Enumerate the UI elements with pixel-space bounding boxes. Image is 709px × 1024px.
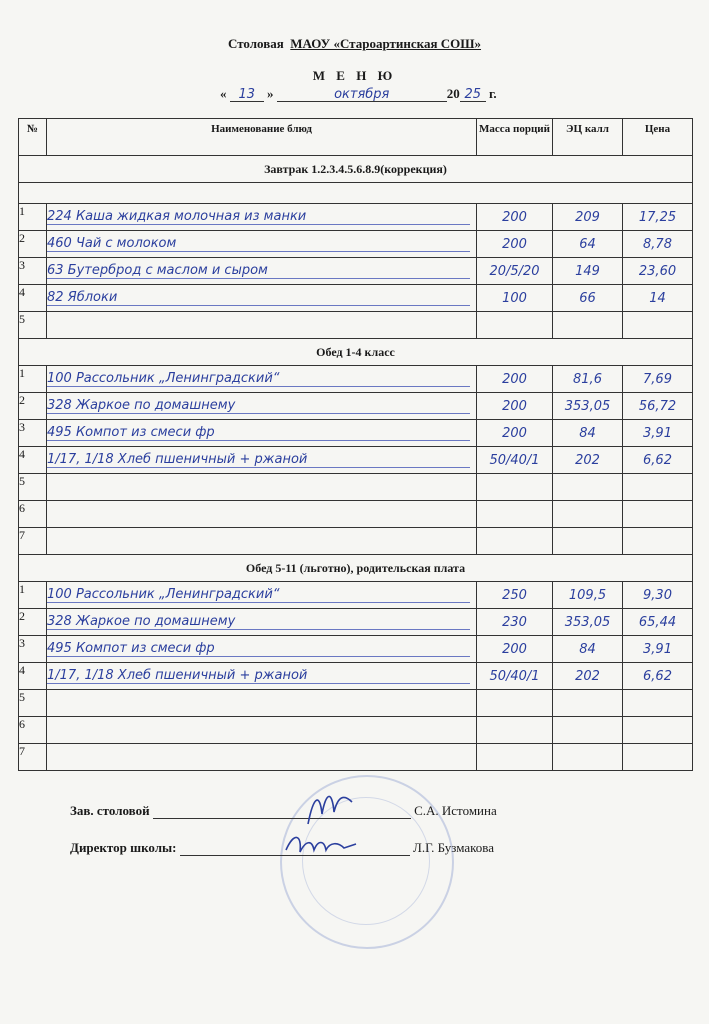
dish-price-cell [623, 744, 693, 771]
dish-name: 63 Бутерброд с маслом и сыром [47, 263, 470, 279]
dish-price-cell [623, 663, 693, 690]
row-number: 3 [19, 258, 25, 272]
dish-mass-cell [477, 447, 553, 474]
dish-name-cell [47, 393, 477, 420]
dish-kcal: 84 [579, 641, 596, 657]
row-number-cell [19, 609, 47, 636]
row-number: 7 [19, 528, 25, 542]
section-header-row [19, 555, 693, 582]
row-number-cell [19, 420, 47, 447]
dish-mass-cell [477, 312, 553, 339]
dish-name: 82 Яблоки [47, 290, 470, 306]
dish-mass: 200 [502, 425, 527, 441]
dish-price-cell [623, 231, 693, 258]
dish-name-cell [47, 420, 477, 447]
row-number: 5 [19, 312, 25, 326]
dish-kcal-cell [553, 717, 623, 744]
dish-mass-cell [477, 366, 553, 393]
table-row [19, 690, 693, 717]
dish-kcal-cell [553, 447, 623, 474]
table-row [19, 231, 693, 258]
table-row [19, 636, 693, 663]
row-number-cell [19, 582, 47, 609]
table-row [19, 663, 693, 690]
row-number-cell [19, 366, 47, 393]
dish-price-cell [623, 258, 693, 285]
dish-mass: 100 [502, 290, 527, 306]
dish-kcal-cell [553, 690, 623, 717]
table-row [19, 312, 693, 339]
dish-kcal-cell [553, 366, 623, 393]
dish-kcal: 84 [579, 425, 596, 441]
date-open: « [220, 86, 227, 101]
row-number: 3 [19, 420, 25, 434]
date-mid: » [267, 86, 274, 101]
table-row [19, 609, 693, 636]
row-number: 1 [19, 582, 25, 596]
dish-kcal-cell [553, 420, 623, 447]
table-row [19, 744, 693, 771]
menu-table [18, 118, 693, 771]
dish-price: 3,91 [643, 641, 672, 657]
dish-mass: 200 [502, 371, 527, 387]
dish-name: 100 Рассольник „Ленинградский“ [47, 587, 470, 603]
dish-kcal-cell [553, 312, 623, 339]
menu-table-body [19, 156, 693, 771]
dish-price: 9,30 [643, 587, 672, 603]
table-row [19, 717, 693, 744]
section-header-row [19, 339, 693, 366]
dish-name-cell [47, 285, 477, 312]
dish-mass: 200 [502, 398, 527, 414]
table-header-row [19, 119, 693, 156]
page-title: М Е Н Ю [312, 68, 397, 83]
table-row [19, 285, 693, 312]
dish-kcal-cell [553, 258, 623, 285]
dish-price: 3,91 [643, 425, 672, 441]
dish-mass: 250 [502, 587, 527, 603]
dish-name-cell [47, 663, 477, 690]
row-number-cell [19, 393, 47, 420]
dish-name: 495 Компот из смеси фр [47, 425, 470, 441]
table-row [19, 204, 693, 231]
dish-mass: 200 [502, 641, 527, 657]
dish-kcal-cell [553, 582, 623, 609]
row-number: 2 [19, 609, 25, 623]
date-year-prefix: 20 [446, 86, 460, 101]
row-number-cell [19, 258, 47, 285]
header-num: № [19, 119, 47, 156]
table-row [19, 501, 693, 528]
table-row [19, 447, 693, 474]
section-title: Обед 1-4 класс [19, 339, 693, 366]
dish-name-cell [47, 258, 477, 285]
table-row [19, 528, 693, 555]
row-number: 2 [19, 231, 25, 245]
dish-kcal-cell [553, 744, 623, 771]
row-number: 4 [19, 663, 25, 677]
row-number: 3 [19, 636, 25, 650]
dish-price: 65,44 [638, 614, 677, 630]
section-title: Обед 5-11 (льготно), родительская плата [19, 555, 693, 582]
dish-price-cell [623, 312, 693, 339]
dish-price-cell [623, 582, 693, 609]
dish-kcal: 209 [575, 209, 600, 225]
dish-kcal: 202 [575, 452, 600, 468]
dish-price-cell [623, 501, 693, 528]
dish-name-cell [47, 204, 477, 231]
dish-mass: 230 [502, 614, 527, 630]
organization-line [0, 36, 709, 52]
dish-name-cell [47, 366, 477, 393]
row-number-cell [19, 717, 47, 744]
row-number-cell [19, 204, 47, 231]
dish-kcal-cell [553, 285, 623, 312]
dish-kcal: 64 [579, 236, 596, 252]
canteen-label: Зав. столовой [70, 803, 150, 818]
canteen-person: С.А. Истомина [414, 803, 497, 818]
dish-mass-cell [477, 528, 553, 555]
dish-kcal: 81,6 [573, 371, 602, 387]
header-kcal: ЭЦ калл [553, 119, 623, 156]
dish-kcal-cell [553, 528, 623, 555]
dish-name-cell [47, 528, 477, 555]
dish-name: 1/17, 1/18 Хлеб пшеничный + ржаной [47, 668, 470, 684]
dish-name: 1/17, 1/18 Хлеб пшеничный + ржаной [47, 452, 470, 468]
dish-name: 328 Жаркое по домашнему [47, 398, 470, 414]
dish-kcal-cell [553, 609, 623, 636]
dish-kcal-cell [553, 501, 623, 528]
dish-name-cell [47, 474, 477, 501]
row-number: 4 [19, 447, 25, 461]
row-number: 5 [19, 690, 25, 704]
org-name: МАОУ «Староартинская СОШ» [290, 36, 482, 51]
row-number-cell [19, 744, 47, 771]
dish-name-cell [47, 744, 477, 771]
dish-kcal: 202 [575, 668, 600, 684]
row-number-cell [19, 636, 47, 663]
dish-kcal: 109,5 [568, 587, 607, 603]
dish-price-cell [623, 285, 693, 312]
date-line [220, 86, 497, 102]
dish-price-cell [623, 609, 693, 636]
row-number-cell [19, 690, 47, 717]
dish-price-cell [623, 528, 693, 555]
dish-kcal-cell [553, 231, 623, 258]
dish-name-cell [47, 636, 477, 663]
director-label: Директор школы: [70, 840, 177, 855]
dish-name: 224 Каша жидкая молочная из манки [47, 209, 470, 225]
dish-mass: 200 [502, 236, 527, 252]
dish-mass-cell [477, 231, 553, 258]
dish-mass-cell [477, 501, 553, 528]
dish-kcal-cell [553, 204, 623, 231]
table-row [19, 258, 693, 285]
dish-mass-cell [477, 393, 553, 420]
row-number-cell [19, 231, 47, 258]
dish-mass-cell [477, 717, 553, 744]
section-spacer-row [19, 183, 693, 204]
dish-price: 17,25 [638, 209, 677, 225]
dish-price: 7,69 [643, 371, 672, 387]
row-number: 6 [19, 717, 25, 731]
dish-price: 6,62 [643, 452, 672, 468]
dish-name-cell [47, 582, 477, 609]
dish-kcal-cell [553, 636, 623, 663]
dish-name-cell [47, 717, 477, 744]
date-day: 13 [238, 87, 256, 102]
dish-price-cell [623, 636, 693, 663]
dish-mass-cell [477, 609, 553, 636]
row-number-cell [19, 285, 47, 312]
director-person: Л.Г. Бузмакова [413, 840, 495, 855]
dish-name: 328 Жаркое по домашнему [47, 614, 470, 630]
table-row [19, 474, 693, 501]
dish-mass-cell [477, 690, 553, 717]
row-number-cell [19, 312, 47, 339]
dish-mass-cell [477, 474, 553, 501]
dish-mass-cell [477, 744, 553, 771]
dish-name-cell [47, 447, 477, 474]
dish-price: 14 [649, 290, 666, 306]
spacer-cell [19, 183, 693, 204]
dish-price-cell [623, 204, 693, 231]
row-number: 6 [19, 501, 25, 515]
dish-kcal-cell [553, 393, 623, 420]
date-month: октября [334, 87, 390, 102]
dish-price-cell [623, 366, 693, 393]
dish-mass-cell [477, 663, 553, 690]
dish-name: 100 Рассольник „Ленинградский“ [47, 371, 470, 387]
canteen-signature-line [70, 803, 497, 819]
row-number-cell [19, 528, 47, 555]
dish-name: 460 Чай с молоком [47, 236, 470, 252]
table-row [19, 582, 693, 609]
dish-price: 6,62 [643, 668, 672, 684]
row-number: 1 [19, 204, 25, 218]
section-header-row [19, 156, 693, 183]
dish-name-cell [47, 501, 477, 528]
dish-kcal-cell [553, 663, 623, 690]
dish-mass: 50/40/1 [489, 452, 540, 468]
dish-price-cell [623, 447, 693, 474]
dish-kcal-cell [553, 474, 623, 501]
org-prefix: Столовая [227, 36, 284, 51]
dish-kcal: 66 [579, 290, 596, 306]
row-number: 7 [19, 744, 25, 758]
dish-mass-cell [477, 258, 553, 285]
dish-price: 8,78 [643, 236, 672, 252]
row-number: 2 [19, 393, 25, 407]
dish-kcal: 353,05 [564, 614, 611, 630]
header-name: Наименование блюд [47, 119, 477, 156]
row-number: 5 [19, 474, 25, 488]
director-signature-scribble [282, 826, 362, 868]
dish-mass-cell [477, 636, 553, 663]
row-number: 1 [19, 366, 25, 380]
table-row [19, 366, 693, 393]
dish-kcal: 353,05 [564, 398, 611, 414]
section-title: Завтрак 1.2.3.4.5.6.8.9(коррекция) [19, 156, 693, 183]
dish-price: 56,72 [638, 398, 677, 414]
table-row [19, 393, 693, 420]
dish-name: 495 Компот из смеси фр [47, 641, 470, 657]
table-row [19, 420, 693, 447]
date-suffix: г. [489, 86, 497, 101]
row-number-cell [19, 501, 47, 528]
dish-price-cell [623, 717, 693, 744]
dish-name-cell [47, 609, 477, 636]
dish-name-cell [47, 312, 477, 339]
header-price: Цена [623, 119, 693, 156]
dish-price-cell [623, 474, 693, 501]
row-number-cell [19, 474, 47, 501]
dish-name-cell [47, 690, 477, 717]
dish-mass-cell [477, 285, 553, 312]
row-number-cell [19, 447, 47, 474]
dish-mass-cell [477, 582, 553, 609]
dish-mass-cell [477, 420, 553, 447]
dish-kcal: 149 [575, 263, 600, 279]
date-year: 25 [464, 87, 482, 102]
dish-price-cell [623, 420, 693, 447]
dish-mass: 50/40/1 [489, 668, 540, 684]
dish-mass-cell [477, 204, 553, 231]
dish-price-cell [623, 690, 693, 717]
row-number: 4 [19, 285, 25, 299]
row-number-cell [19, 663, 47, 690]
dish-mass: 200 [502, 209, 527, 225]
dish-name-cell [47, 231, 477, 258]
header-mass: Масса порций [477, 119, 553, 156]
dish-mass: 20/5/20 [489, 263, 540, 279]
dish-price-cell [623, 393, 693, 420]
dish-price: 23,60 [638, 263, 677, 279]
